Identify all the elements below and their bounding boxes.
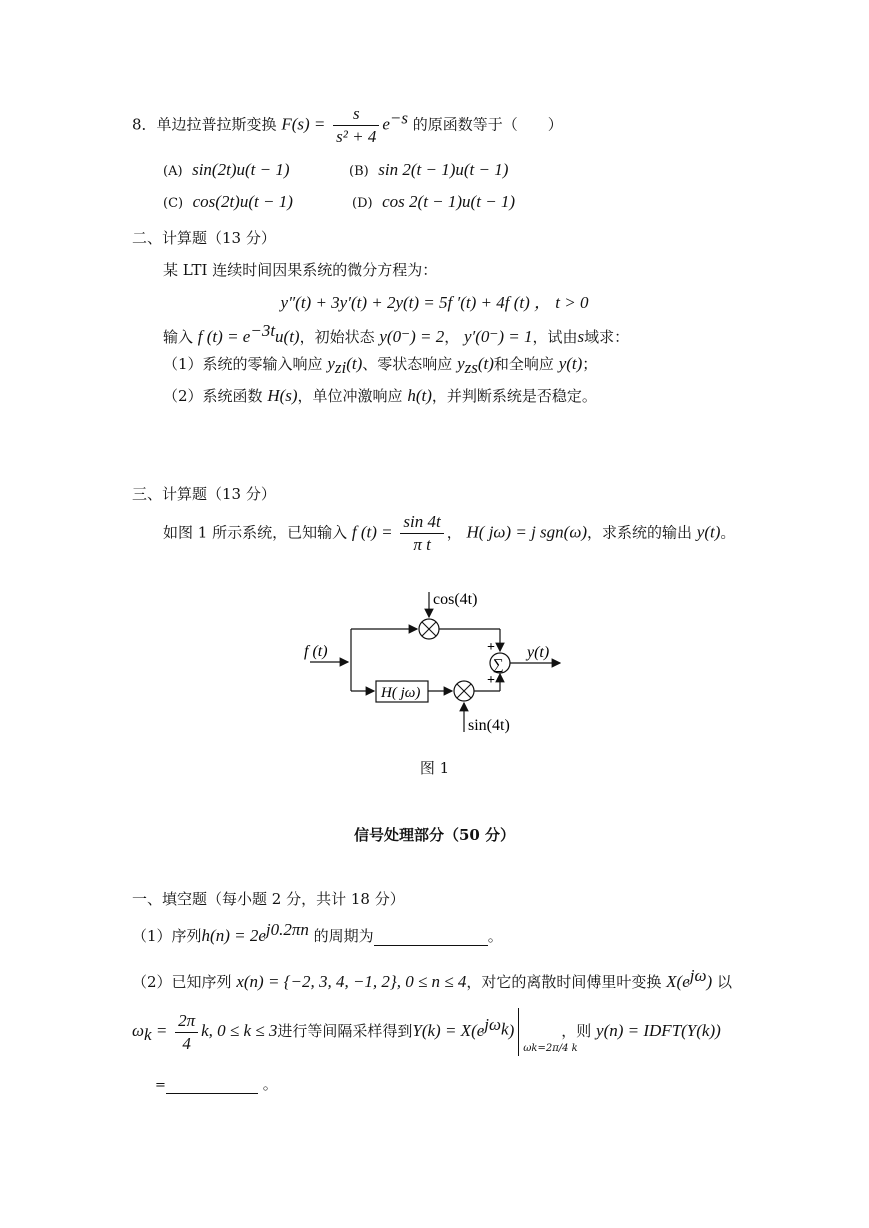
q8-line: 8．单边拉普拉斯变换 F(s) = $\frac{s}{\text{s² + 4}}$ $e^{-s}$ 的原函数等于（ ） bbox=[132, 104, 563, 146]
f-label: f (t) bbox=[304, 643, 328, 660]
sec2-intro: 某 LTI 连续时间因果系统的微分方程为： bbox=[163, 261, 438, 279]
fill-heading: 一、填空题（每小题 2 分，共计 18 分） bbox=[132, 890, 405, 908]
sin-label: sin(4t) bbox=[468, 717, 510, 734]
fill-q2-line2: $\omega_k$ = $\frac{2\pi}{4}$ k, 0 ≤ k ≤ 3进行等间隔采样得到$Y(k) = X(e^{j\omega_k})$ ωk=2π/4 k ，则 y(n) = IDFT(Y(k)) bbox=[132, 1008, 721, 1056]
plus-upper: + bbox=[487, 640, 495, 655]
cos-label: cos(4t) bbox=[433, 591, 478, 608]
part-title: 信号处理部分（50 分） bbox=[353, 826, 516, 844]
omega-fraction: $\frac{2\pi}{4}$ bbox=[175, 1011, 198, 1054]
sec2-part1: （1）系统的零输入响应 $y_{zi}(t)$、零状态响应 $y_{zs}(t)$和全响应 y(t)； bbox=[163, 354, 598, 377]
fill-q2-line1: （2）已知序列 x(n) = {−2, 3, 4, −1, 2}, 0 ≤ n ≤ 4，对它的离散时间傅里叶变换 $X(e^{j\omega})$ 以 bbox=[132, 966, 732, 991]
system-block-diagram bbox=[290, 580, 590, 750]
sec3-heading: 三、计算题（13 分） bbox=[132, 485, 276, 503]
q2-answer-blank[interactable] bbox=[166, 1077, 258, 1094]
q8-number: 8． bbox=[132, 115, 157, 134]
q1-answer-blank[interactable] bbox=[374, 929, 488, 946]
y-label: y(t) bbox=[527, 644, 550, 661]
laplace-F: F(s) = bbox=[281, 114, 326, 134]
sec2-part2: （2）系统函数 H(s)，单位冲激响应 h(t)，并判断系统是否稳定。 bbox=[163, 386, 597, 405]
q8-option-c: (C) cos(2t)u(t − 1) bbox=[163, 192, 293, 211]
q8-option-b: (B) sin 2(t − 1)u(t − 1) bbox=[349, 160, 509, 179]
sec2-input-line: 输入 f $(t) = e^{-3t}u(t)$，初始状态 y(0⁻) = 2， y′(0⁻) = 1，试由s域求： bbox=[163, 321, 630, 346]
q8-option-a: (A) sin(2t)u(t − 1) bbox=[163, 160, 290, 179]
input-fraction: $\frac{\sin 4t}{\text{π t}}$ bbox=[400, 512, 443, 555]
sec2-heading: 二、计算题（13 分） bbox=[132, 229, 276, 247]
sec2-equation: y″(t) + 3y′(t) + 2y(t) = 5f ′(t) + 4f (t) ， t > 0 bbox=[280, 293, 589, 312]
sigma-symbol: ∑ bbox=[493, 657, 504, 673]
evaluation-bar: ωk=2π/4 k bbox=[518, 1008, 519, 1056]
fill-q2-answer: = 。 bbox=[155, 1075, 278, 1093]
sec3-line: 如图 1 所示系统，已知输入 f (t) = $\frac{\sin 4t}{\text{π t}}$ ， H( jω) = j sgn(ω)，求系统的输出 y(t)。 bbox=[163, 512, 736, 554]
H-label: H( jω) bbox=[381, 685, 421, 701]
plus-lower: + bbox=[487, 673, 495, 688]
q8-option-d: (D) cos 2(t − 1)u(t − 1) bbox=[352, 192, 516, 211]
figure-caption: 图 1 bbox=[419, 759, 450, 777]
laplace-fraction: $\frac{s}{\text{s² + 4}}$ bbox=[333, 104, 379, 147]
fill-q1: （1）序列$h(n) = 2e^{j0.2\pi n}$ 的周期为 。 bbox=[132, 920, 503, 945]
